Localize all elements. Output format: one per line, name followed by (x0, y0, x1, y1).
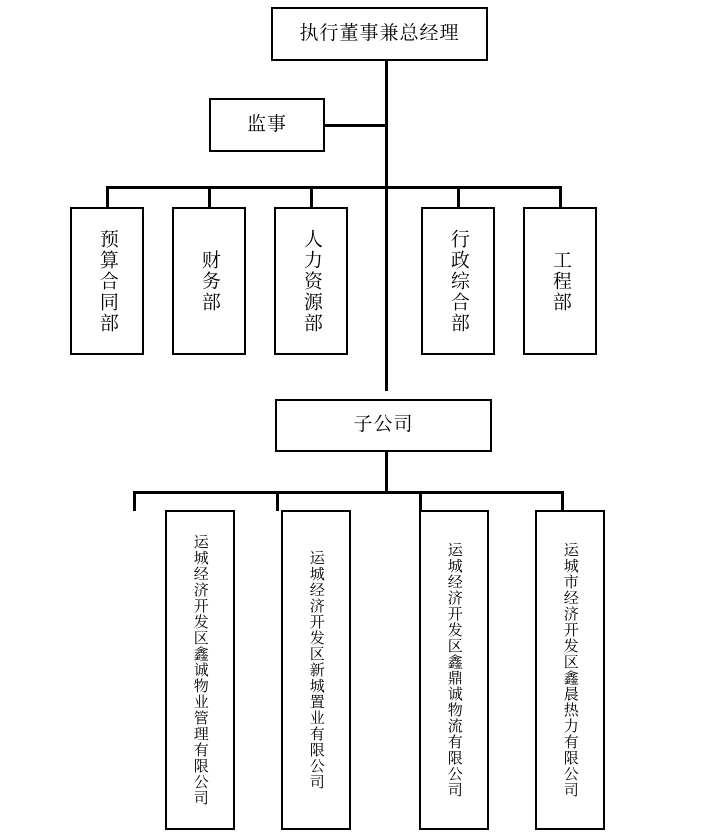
connector-dept4-drop (457, 186, 460, 208)
node-subsidiary-xincheng-real-estate-label: 运城经济开发区新城置业有限公司 (307, 550, 325, 790)
node-hr-dept-label: 人力资源部 (300, 228, 322, 334)
connector-sub2-drop (276, 491, 279, 511)
connector-sub1-drop (133, 491, 136, 511)
node-budget-contract-dept-label: 预算合同部 (96, 228, 118, 334)
connector-departments-bus (106, 186, 562, 189)
node-subsidiaries[interactable] (275, 399, 492, 452)
node-general-manager-label: 执行董事兼总经理 (299, 22, 460, 44)
node-hr-dept[interactable] (274, 207, 348, 355)
node-budget-contract-dept[interactable] (70, 207, 144, 355)
node-subsidiary-xinchen-heating-label: 运城市经济开发区鑫晨热力有限公司 (561, 542, 579, 798)
node-supervisor-label: 监事 (246, 113, 287, 135)
node-admin-dept-label: 行政综合部 (447, 228, 469, 334)
node-subsidiary-xindingcheng-logistics[interactable] (419, 510, 489, 830)
node-subsidiary-xincheng-property-label: 运城经济开发区鑫诚物业管理有限公司 (191, 534, 209, 806)
node-supervisor[interactable] (209, 98, 325, 152)
connector-supervisor-horizontal (325, 124, 387, 127)
node-subsidiary-xincheng-property[interactable] (165, 510, 235, 830)
connector-dept3-drop (310, 186, 313, 208)
connector-subsidiaries-bus (133, 491, 563, 494)
node-subsidiaries-label: 子公司 (353, 414, 414, 436)
node-subsidiary-xincheng-real-estate[interactable] (281, 510, 351, 830)
node-admin-dept[interactable] (421, 207, 495, 355)
node-subsidiary-xindingcheng-logistics-label: 运城经济开发区鑫鼎诚物流有限公司 (445, 542, 463, 798)
connector-dept5-drop (559, 186, 562, 208)
node-subsidiary-xinchen-heating[interactable] (535, 510, 605, 830)
connector-sub3-drop (419, 491, 422, 511)
connector-gm-trunk (385, 60, 388, 391)
node-general-manager[interactable] (271, 7, 488, 61)
node-engineering-dept-label: 工程部 (549, 249, 571, 313)
node-finance-dept[interactable] (172, 207, 246, 355)
connector-sub-trunk (385, 452, 388, 494)
connector-dept2-drop (208, 186, 211, 208)
connector-dept1-drop (106, 186, 109, 208)
node-engineering-dept[interactable] (523, 207, 597, 355)
connector-sub4-drop (561, 491, 564, 511)
node-finance-dept-label: 财务部 (198, 249, 220, 313)
